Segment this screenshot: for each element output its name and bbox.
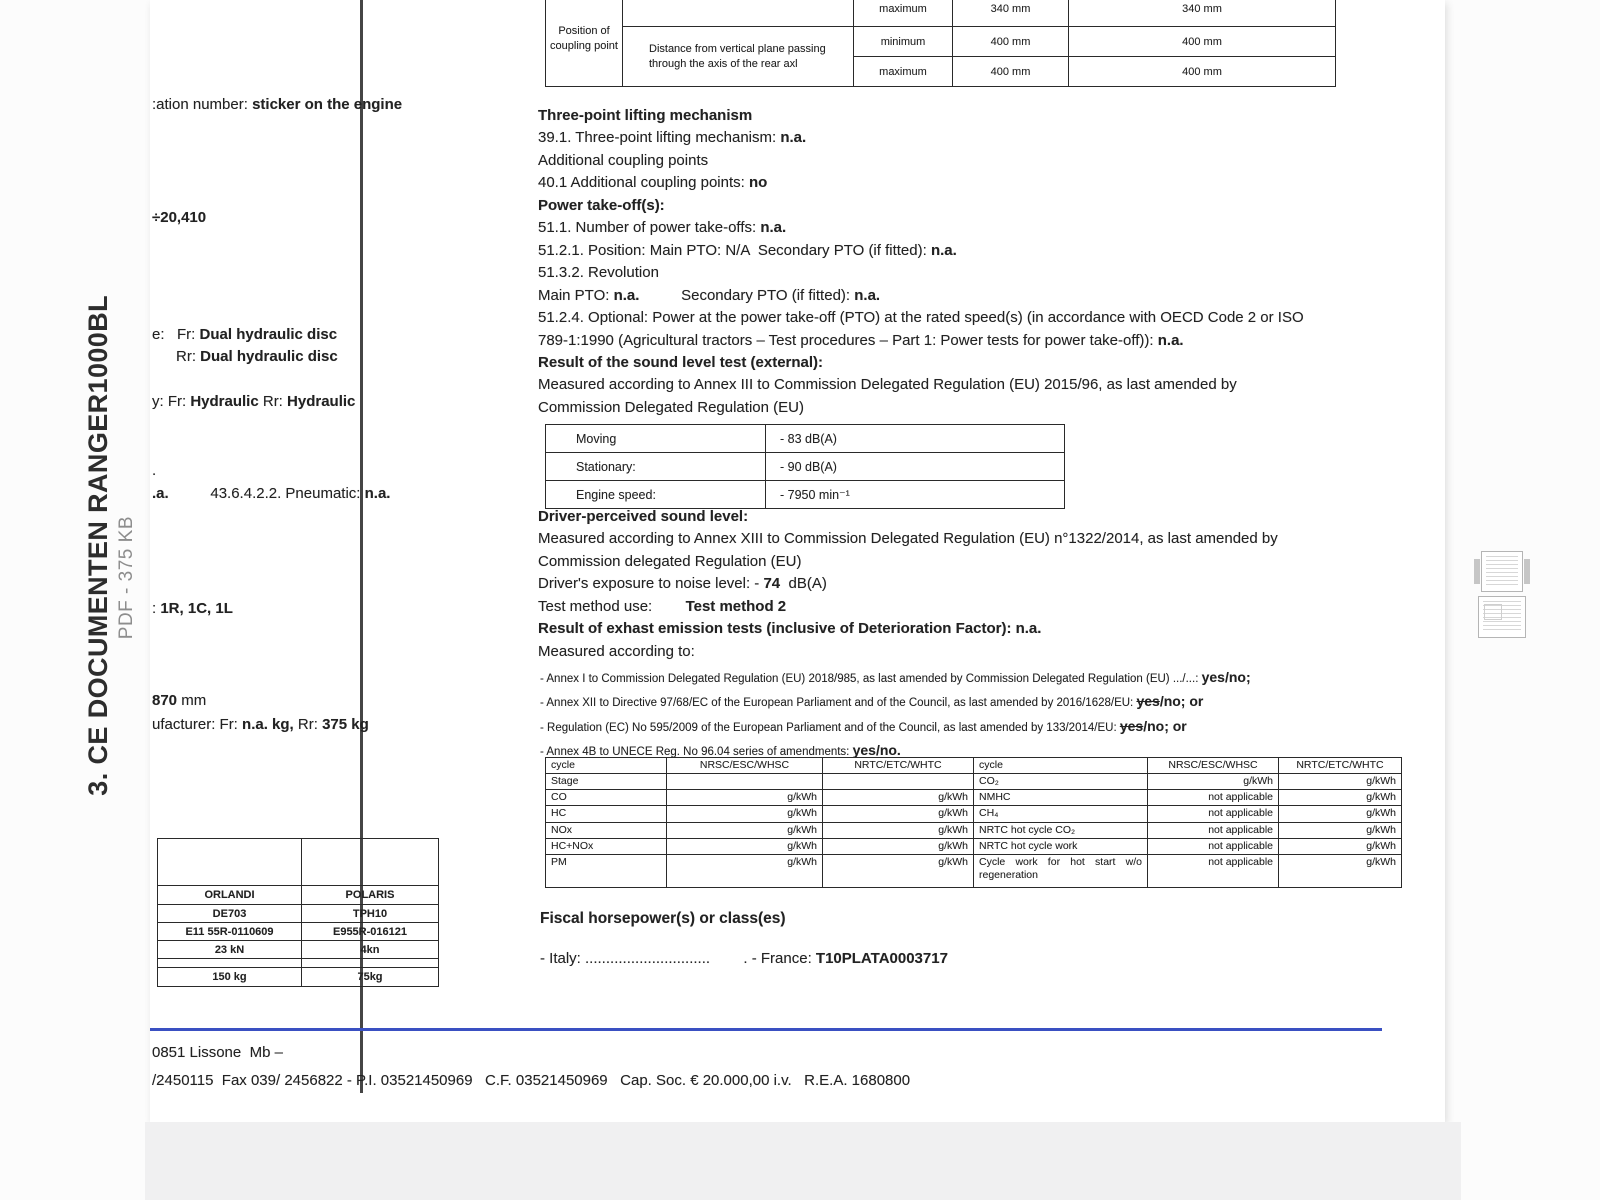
table-cell: CH₄ — [974, 806, 1148, 822]
table-cell: g/kWh — [667, 854, 823, 887]
table-cell: g/kWh — [823, 806, 974, 822]
table-cell: - 83 dB(A) — [766, 425, 1065, 453]
bullet-line: - Annex 4B to UNECE Reg. No 96.04 series of amendments: yes/no. — [540, 742, 901, 759]
table-header-cell: NRTC/ETC/WHTC — [1279, 758, 1402, 774]
doc-line: Additional coupling points — [538, 151, 709, 169]
doc-line: 51.2.4. Optional: Power at the power take-off (PTO) at the rated speed(s) (in accordance with OECD Code 2 or ISO — [538, 309, 1304, 327]
table-cell: 400 mm — [953, 27, 1069, 57]
table-cell: g/kWh — [1279, 806, 1402, 822]
fragment-seats: : 1R, 1C, 1L — [152, 600, 233, 617]
main-text-block — [538, 105, 1368, 419]
table-cell: E955R-016121 — [302, 923, 439, 941]
table-cell: Moving — [546, 425, 766, 453]
table-cell: Stationary: — [546, 453, 766, 481]
doc-line: 51.3.2. Revolution — [538, 264, 659, 282]
doc-line: 39.1. Three-point lifting mechanism: n.a. — [538, 129, 807, 147]
doc-line: Test method use: Test method 2 — [538, 597, 787, 615]
driver-sound-block — [538, 506, 1368, 663]
doc-line: Measured according to: — [538, 642, 695, 660]
table-cell: 400 mm — [1069, 27, 1336, 57]
table-cell: g/kWh — [1279, 822, 1402, 838]
table-cell: minimum — [854, 27, 953, 57]
file-title-text: 3. CE DOCUMENTEN RANGER1000BL — [82, 294, 113, 796]
coupling-desc-cell: Distance from vertical plane passing through the axis of the rear axl — [623, 27, 854, 87]
table-cell: NMHC — [974, 790, 1148, 806]
table-cell: 340 mm — [1069, 0, 1336, 27]
table-cell: g/kWh — [823, 790, 974, 806]
table-cell: - 7950 min⁻¹ — [766, 481, 1065, 509]
pdf-page — [150, 0, 1445, 1122]
bullet-line: - Annex I to Commission Delegated Regulation (EU) 2018/985, as last amended by Commission Delegated Regulation (EU) .../...: yes/no; — [540, 669, 1251, 685]
table-cell — [302, 959, 439, 968]
table-header-cell: NRSC/ESC/WHSC — [667, 758, 823, 774]
table-cell: - 90 dB(A) — [766, 453, 1065, 481]
doc-line: Measured according to Annex III to Commission Delegated Regulation (EU) 2015/96, as last amended by — [538, 376, 1237, 394]
table-cell: g/kWh — [667, 838, 823, 854]
page-thumbnail-2[interactable] — [1478, 596, 1526, 638]
table-cell: Cycle work for hot start w/o regeneration — [974, 854, 1148, 887]
table-cell: TPH10 — [302, 905, 439, 923]
coupling-point-table — [545, 0, 1336, 87]
table-cell: maximum — [854, 0, 953, 27]
section-heading: Power take-off(s): — [538, 196, 665, 214]
table-cell: HC — [546, 806, 667, 822]
table-cell: NRTC hot cycle CO₂ — [974, 822, 1148, 838]
table-cell: g/kWh — [667, 822, 823, 838]
file-meta-text: PDF - 375 KB — [116, 516, 137, 640]
table-cell: not applicable — [1148, 838, 1279, 854]
table-cell — [823, 774, 974, 790]
table-cell: g/kWh — [667, 806, 823, 822]
table-cell: g/kWh — [667, 790, 823, 806]
table-cell: PM — [546, 854, 667, 887]
table-cell: 340 mm — [953, 0, 1069, 27]
table-cell: g/kWh — [823, 822, 974, 838]
bullet-line: - Regulation (EC) No 595/2009 of the European Parliament and of the Council, as last amended by 133/2014/EU: yes/no; or — [540, 717, 1187, 734]
table-cell: g/kWh — [1279, 838, 1402, 854]
page-gap — [145, 1122, 1461, 1200]
emission-table — [545, 757, 1402, 888]
table-cell: POLARIS — [302, 886, 439, 905]
table-cell: DE703 — [158, 905, 302, 923]
table-cell — [302, 839, 439, 886]
fragment-pneumatic: .a. 43.6.4.2.2. Pneumatic: n.a. — [152, 485, 391, 502]
table-header-cell: NRTC/ETC/WHTC — [823, 758, 974, 774]
table-cell: g/kWh — [823, 854, 974, 887]
table-cell: not applicable — [1148, 854, 1279, 887]
fragment-dot: . — [152, 462, 157, 479]
page-thumbnail-1[interactable] — [1481, 551, 1523, 592]
table-header-cell: cycle — [546, 758, 667, 774]
doc-line: Commission Delegated Regulation (EU) — [538, 398, 804, 416]
table-cell: g/kWh — [1279, 774, 1402, 790]
fragment-manufacturer-weights: ufacturer: Fr: n.a. kg, Rr: 375 kg — [152, 716, 369, 733]
footer-address: 0851 Lissone Mb – — [152, 1044, 283, 1061]
fiscal-heading: Fiscal horsepower(s) or class(es) — [540, 910, 786, 927]
table-cell: CO — [546, 790, 667, 806]
sound-level-table — [545, 424, 1065, 509]
fragment-brakes-front: e: Fr: Dual hydraulic disc — [152, 326, 338, 343]
table-cell — [158, 839, 302, 886]
table-cell: 75kg — [302, 968, 439, 987]
table-cell: g/kWh — [1279, 854, 1402, 887]
file-meta-vertical — [113, 488, 141, 668]
section-heading: Result of the sound level test (external): — [538, 353, 824, 371]
doc-line: 51.1. Number of power take-offs: n.a. — [538, 219, 787, 237]
table-cell: maximum — [854, 57, 953, 87]
table-cell: E11 55R-0110609 — [158, 923, 302, 941]
footer-company-info: /2450115 Fax 039/ 2456822 - P.I. 03521450969 C.F. 03521450969 Cap. Soc. € 20.000,00 i.v. R.E.A. 1680800 — [152, 1072, 911, 1089]
section-heading: Three-point lifting mechanism — [538, 107, 753, 124]
parts-table — [157, 838, 439, 987]
coupling-header-cell: Position of coupling point — [546, 0, 623, 87]
fragment-hydraulic: y: Fr: Hydraulic Rr: Hydraulic — [152, 393, 356, 410]
doc-line: 40.1 Additional coupling points: no — [538, 174, 768, 192]
coupling-desc-cut — [623, 0, 854, 27]
thumbnail-box — [1484, 604, 1502, 620]
fragment-engine-number: :ation number: sticker on the engine — [152, 96, 403, 113]
doc-line: 51.2.1. Position: Main PTO: N/A Secondary PTO (if fitted): n.a. — [538, 241, 957, 259]
table-cell: 400 mm — [953, 57, 1069, 87]
table-cell: NRTC hot cycle work — [974, 838, 1148, 854]
table-cell: 400 mm — [1069, 57, 1336, 87]
table-cell: not applicable — [1148, 806, 1279, 822]
table-cell: HC+NOx — [546, 838, 667, 854]
doc-line: Measured according to Annex XIII to Commission Delegated Regulation (EU) n°1322/2014, as last amended by — [538, 530, 1278, 548]
table-cell: g/kWh — [1148, 774, 1279, 790]
doc-line: Main PTO: n.a. Secondary PTO (if fitted): n.a. — [538, 286, 881, 304]
section-heading: Result of exhast emission tests (inclusive of Deterioration Factor): n.a. — [538, 620, 1042, 638]
doc-line: 789-1:1990 (Agricultural tractors – Test procedures – Part 1: Power tests for power take-off)): n.a. — [538, 331, 1184, 349]
bullet-line: - Annex XII to Directive 97/68/EC of the European Parliament and of the Council, as last amended by 2016/1628/EU: yes/no; or — [540, 693, 1204, 710]
table-header-cell: NRSC/ESC/WHSC — [1148, 758, 1279, 774]
table-cell: CO₂ — [974, 774, 1148, 790]
doc-line: Commission delegated Regulation (EU) — [538, 552, 802, 570]
annex-bullets — [540, 666, 1370, 764]
fragment-870mm: 870 mm — [152, 692, 207, 709]
table-cell: not applicable — [1148, 822, 1279, 838]
letterhead-rule — [150, 1028, 1382, 1031]
table-cell: NOx — [546, 822, 667, 838]
table-cell: g/kWh — [823, 838, 974, 854]
table-cell — [667, 774, 823, 790]
table-cell: 4kn — [302, 941, 439, 959]
table-cell: 23 kN — [158, 941, 302, 959]
thumbnail-content — [1486, 556, 1518, 587]
table-cell: ORLANDI — [158, 886, 302, 905]
table-cell: 150 kg — [158, 968, 302, 987]
table-cell — [158, 959, 302, 968]
fiscal-line: - Italy: .............................. . - France: T10PLATA0003717 — [540, 950, 948, 967]
table-cell: not applicable — [1148, 790, 1279, 806]
table-cell: Engine speed: — [546, 481, 766, 509]
section-heading: Driver-perceived sound level: — [538, 508, 749, 525]
table-cell: g/kWh — [1279, 790, 1402, 806]
fragment-value: ÷20,410 — [152, 209, 207, 226]
doc-line: Driver's exposure to noise level: - 74 dB(A) — [538, 575, 827, 593]
table-cell: Stage — [546, 774, 667, 790]
fragment-brakes-rear: Rr: Dual hydraulic disc — [176, 348, 338, 365]
table-header-cell: cycle — [974, 758, 1148, 774]
